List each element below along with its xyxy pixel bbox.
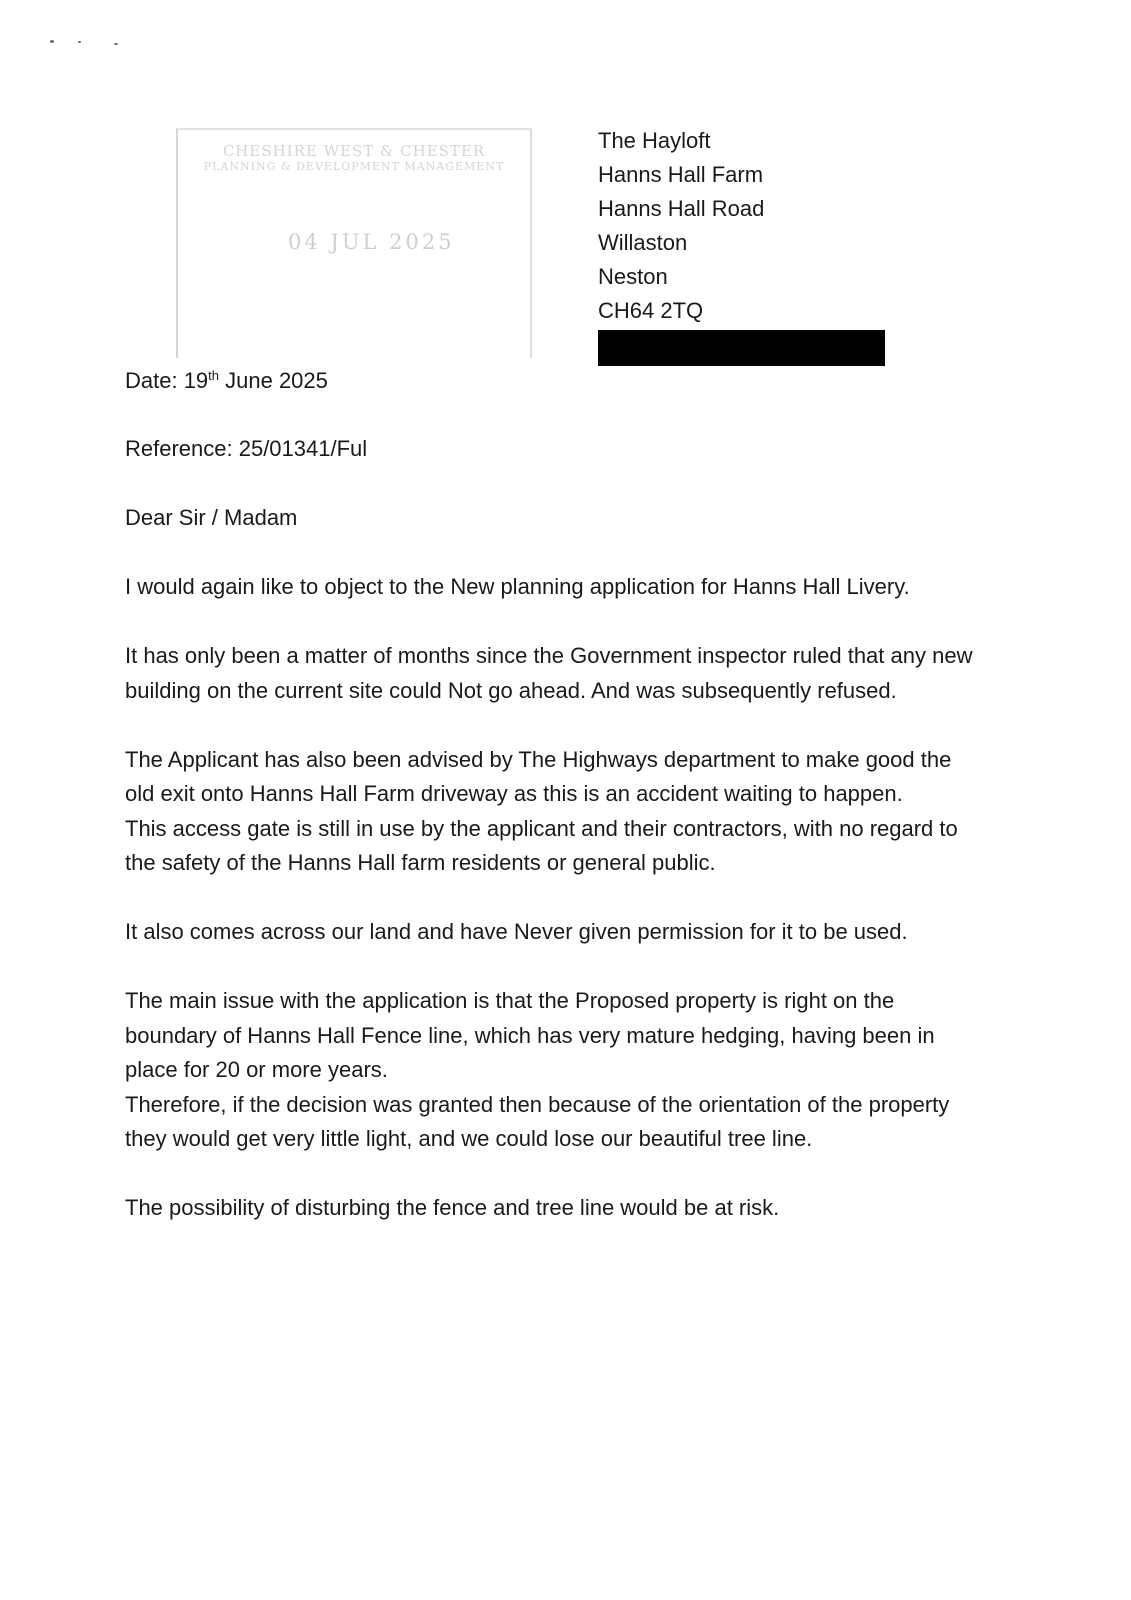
letter-reference [125,432,985,467]
letter-date [125,364,985,399]
body-paragraph: I would again like to object to the New planning application for Hanns Hall Livery. [125,574,910,599]
address-line: Willaston [598,230,688,255]
body-paragraph: It has only been a matter of months since the Government inspector ruled that any new building on the current site could Not go ahead. And was subsequently refused. [125,643,973,703]
stamp-department: PLANNING & DEVELOPMENT MANAGEMENT [203,160,505,173]
salutation [125,501,985,536]
body-paragraph: The main issue with the application is that the Proposed property is right on the boundary of Hanns Hall Fence line, which has very mature hedging, having been in place for 20 or more years. [125,988,935,1082]
address-line: Hanns Hall Road [598,196,765,221]
body-paragraph: This access gate is still in use by the applicant and their contractors, with no regard to the safety of the Hanns Hall farm residents or general public. [125,815,958,875]
address-line: CH64 2TQ [598,298,704,323]
date-month-year: June 2025 [219,368,328,393]
received-stamp [176,128,532,358]
address-line: Neston [598,264,668,289]
body-paragraph: It also comes across our land and have Never given permission for it to be used. [125,919,908,944]
stamp-authority: CHESHIRE WEST & CHESTER [222,142,486,160]
body-paragraph: Therefore, if the decision was granted then because of the orientation of the property they would get very little light, and we could lose our beautiful tree line. [125,1091,950,1151]
sender-address [598,124,764,328]
letter-body [125,570,975,1226]
address-line: Hanns Hall Farm [598,162,764,187]
reference-text: Reference: 25/01341/Ful [125,436,368,461]
scan-speck [50,40,54,43]
scan-speck [114,43,118,45]
address-line: The Hayloft [598,128,711,153]
body-paragraph: The Applicant has also been advised by The Highways department to make good the old exit onto Hanns Hall Farm driveway as this is an accident waiting to happen. [125,746,952,806]
stamp-date: 04 JUL 2025 [288,230,455,254]
date-ordinal-suffix: th [208,368,220,383]
redaction-bar [598,330,885,366]
salutation-text: Dear Sir / Madam [125,505,298,530]
date-label: Date: 19 [125,368,209,393]
body-paragraph: The possibility of disturbing the fence and tree line would be at risk. [125,1195,780,1220]
scan-speck [78,41,81,43]
